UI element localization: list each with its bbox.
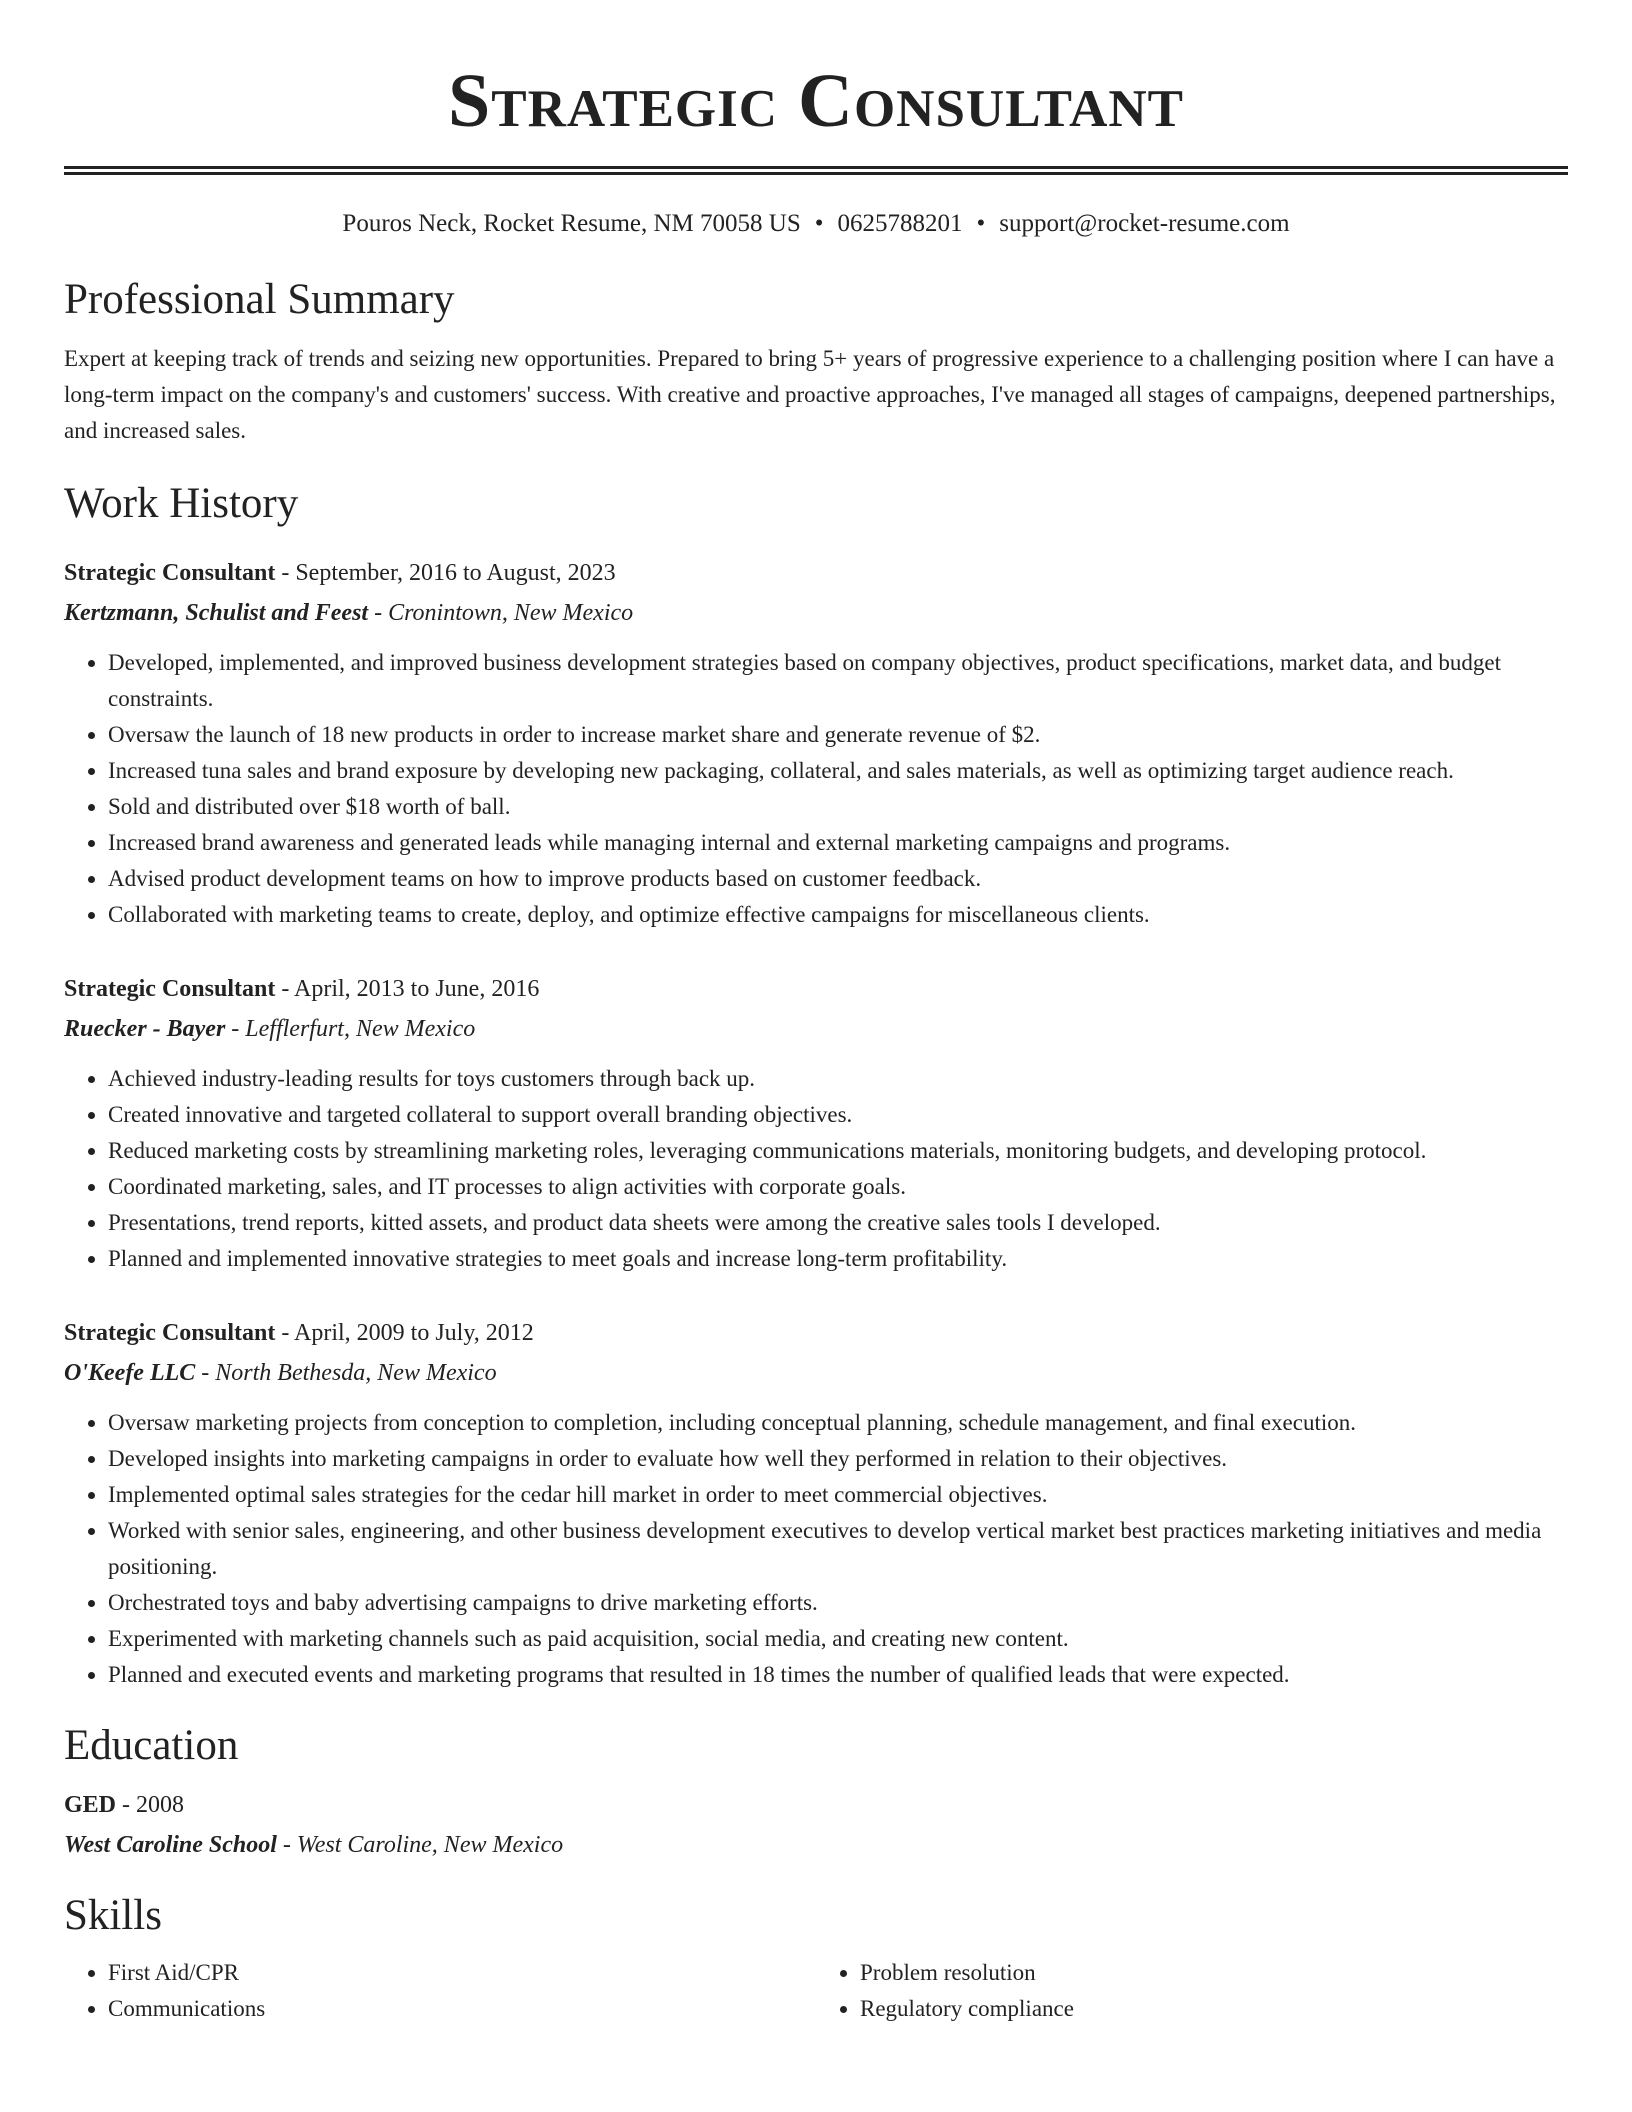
skills-grid — [64, 1955, 1568, 2027]
job-bullet: • Presentations, trend reports, kitted assets, and product data sheets were among the creative sales tools I developed. — [108, 1205, 1568, 1241]
skills-column-right — [816, 1955, 1568, 2027]
contact-address: Pouros Neck, Rocket Resume, NM 70058 US — [342, 210, 801, 237]
job-bullet: • Planned and implemented innovative strategies to meet goals and increase long-term profitability. — [108, 1241, 1568, 1277]
summary-text: Expert at keeping track of trends and seizing new opportunities. Prepared to bring 5+ years of progressive experience to a challenging position where I can have a long-term impact on the company's and customers' success. With creative and proactive approaches, I've managed all stages of campaigns, deepened partnerships, and increased sales. — [64, 346, 1556, 443]
job-bullets — [64, 1405, 1568, 1693]
job-bullet: • Experimented with marketing channels such as paid acquisition, social media, and creating new content. — [108, 1621, 1568, 1657]
skill-item: • Regulatory compliance — [860, 1991, 1568, 2027]
job-bullet: • Collaborated with marketing teams to create, deploy, and optimize effective campaigns for miscellaneous clients. — [108, 897, 1568, 933]
job-title-line — [64, 553, 1568, 593]
job-bullet: • Increased tuna sales and brand exposure by developing new packaging, collateral, and sales materials, as well as optimizing target audience reach. — [108, 753, 1568, 789]
job-company-line — [64, 1353, 1568, 1393]
job-bullet: • Oversaw marketing projects from conception to completion, including conceptual planning, schedule management, and final execution. — [108, 1405, 1568, 1441]
job-bullets — [64, 1061, 1568, 1277]
contact-separator: • — [976, 210, 986, 237]
skills-column-left — [64, 1955, 816, 2027]
skills-heading: Skills — [64, 1892, 162, 1939]
job-bullet: • Developed, implemented, and improved business development strategies based on company objectives, product specifications, market data, and budget constraints. — [108, 645, 1568, 717]
education-school: West Caroline School — [64, 1832, 277, 1858]
job-title-line — [64, 1313, 1568, 1353]
job-entry — [64, 969, 1568, 1277]
job-bullet: • Orchestrated toys and baby advertising campaigns to drive marketing efforts. — [108, 1585, 1568, 1621]
job-entry — [64, 1313, 1568, 1693]
job-company: Kertzmann, Schulist and Feest — [64, 600, 369, 626]
work-history-heading: Work History — [64, 480, 299, 527]
job-location: - Lefflerfurt, New Mexico — [225, 1016, 476, 1042]
job-bullet: • Achieved industry-leading results for toys customers through back up. — [108, 1061, 1568, 1097]
job-bullet: • Coordinated marketing, sales, and IT processes to align activities with corporate goals. — [108, 1169, 1568, 1205]
job-bullet: • Oversaw the launch of 18 new products in order to increase market share and generate revenue of $2. — [108, 717, 1568, 753]
job-role: Strategic Consultant — [64, 976, 276, 1002]
education-location: - West Caroline, New Mexico — [276, 1832, 564, 1858]
candidate-name: Strategic Consultant — [448, 59, 1184, 143]
education-degree: GED — [64, 1792, 117, 1818]
job-bullet: • Planned and executed events and marketing programs that resulted in 18 times the number of qualified leads that were expected. — [108, 1657, 1568, 1693]
education-heading: Education — [64, 1722, 239, 1769]
job-company-line — [64, 1009, 1568, 1049]
header-divider — [64, 166, 1568, 175]
job-company: O'Keefe LLC — [64, 1360, 196, 1386]
job-role: Strategic Consultant — [64, 1320, 276, 1346]
job-company: Ruecker - Bayer — [64, 1016, 226, 1042]
education-school-line — [64, 1825, 1568, 1865]
skill-item: • Communications — [108, 1991, 816, 2027]
contact-email: support@rocket-resume.com — [999, 210, 1290, 237]
job-bullet: • Created innovative and targeted collateral to support overall branding objectives. — [108, 1097, 1568, 1133]
job-role: Strategic Consultant — [64, 560, 276, 586]
contact-phone: 0625788201 — [837, 210, 963, 237]
job-bullet: • Worked with senior sales, engineering, and other business development executives to develop vertical market best practices marketing initiatives and media positioning. — [108, 1513, 1568, 1585]
education-degree-line — [64, 1785, 1568, 1825]
contact-separator: • — [814, 210, 824, 237]
job-bullet: • Reduced marketing costs by streamlining marketing roles, leveraging communications materials, monitoring budgets, and developing protocol. — [108, 1133, 1568, 1169]
job-location: - North Bethesda, New Mexico — [195, 1360, 497, 1386]
job-bullet: • Advised product development teams on how to improve products based on customer feedback. — [108, 861, 1568, 897]
education-year: - 2008 — [116, 1792, 185, 1818]
education-entry — [64, 1785, 1568, 1865]
job-title-line — [64, 969, 1568, 1009]
skill-item: • First Aid/CPR — [108, 1955, 816, 1991]
job-bullet: • Increased brand awareness and generated leads while managing internal and external marketing campaigns and programs. — [108, 825, 1568, 861]
contact-line — [64, 209, 1568, 239]
job-entry — [64, 553, 1568, 933]
job-dates: - April, 2009 to July, 2012 — [275, 1320, 534, 1346]
job-bullet: • Developed insights into marketing campaigns in order to evaluate how well they performed in relation to their objectives. — [108, 1441, 1568, 1477]
summary-heading: Professional Summary — [64, 276, 455, 323]
job-bullet: • Sold and distributed over $18 worth of ball. — [108, 789, 1568, 825]
job-bullets — [64, 645, 1568, 933]
job-company-line — [64, 593, 1568, 633]
job-location: - Cronintown, New Mexico — [368, 600, 634, 626]
job-dates: - April, 2013 to June, 2016 — [275, 976, 540, 1002]
job-dates: - September, 2016 to August, 2023 — [275, 560, 616, 586]
skill-item: • Problem resolution — [860, 1955, 1568, 1991]
work-history-list — [64, 553, 1568, 1693]
job-bullet: • Implemented optimal sales strategies for the cedar hill market in order to meet commercial objectives. — [108, 1477, 1568, 1513]
